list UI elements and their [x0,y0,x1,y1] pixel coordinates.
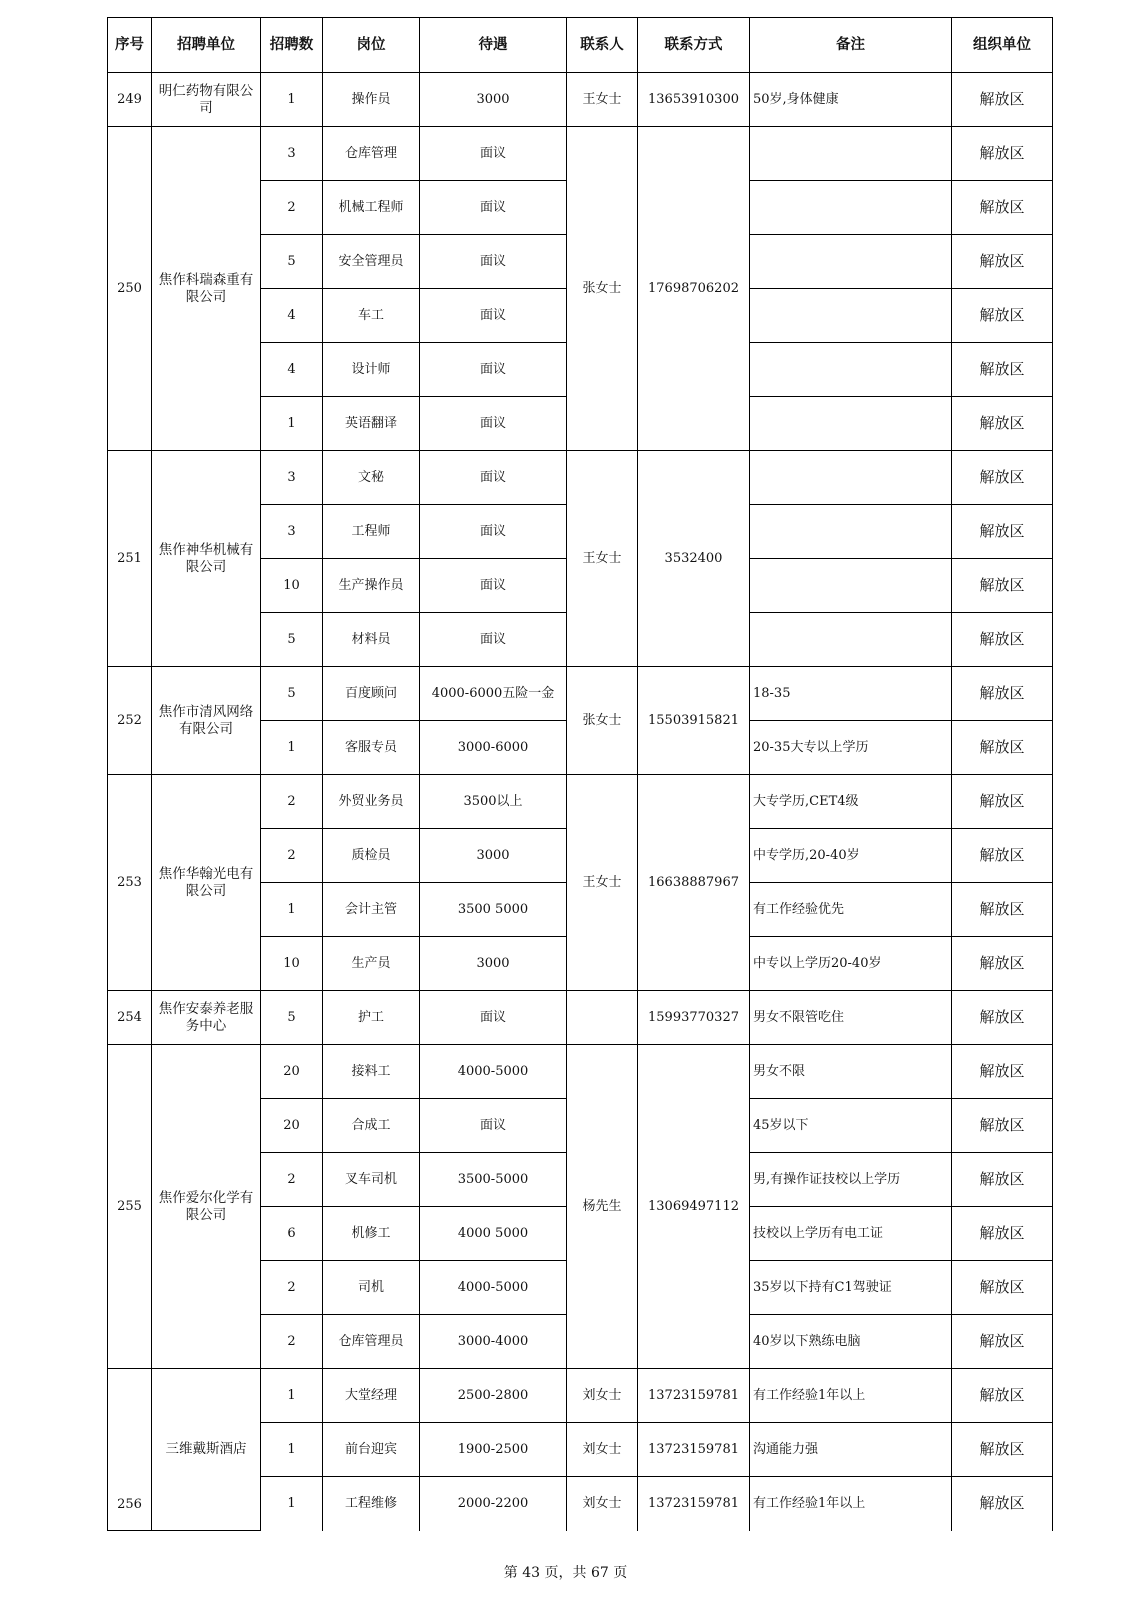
organizer: 解放区 [952,505,1053,559]
header-contact: 联系人 [567,18,638,73]
organizer: 解放区 [952,1045,1053,1099]
header-position: 岗位 [323,18,420,73]
job-position: 机修工 [323,1207,420,1261]
job-position: 生产操作员 [323,559,420,613]
job-note: 35岁以下持有C1驾驶证 [750,1261,952,1315]
entry-number: 254 [108,991,152,1045]
contact-phone: 13723159781 [638,1423,750,1477]
job-note: 男女不限 [750,1045,952,1099]
job-note: 18-35 [750,667,952,721]
job-position: 接料工 [323,1045,420,1099]
job-pay: 3000 [420,829,567,883]
entry-number: 253 [108,775,152,991]
job-note [750,505,952,559]
hire-count: 1 [261,73,323,127]
hire-count: 10 [261,559,323,613]
organizer: 解放区 [952,289,1053,343]
job-note: 男女不限管吃住 [750,991,952,1045]
hire-count: 2 [261,1315,323,1369]
hire-count: 5 [261,667,323,721]
table-row [108,73,1053,127]
job-note: 50岁,身体健康 [750,73,952,127]
contact-person: 刘女士 [567,1369,638,1423]
hire-count: 2 [261,1261,323,1315]
job-note: 有工作经验1年以上 [750,1477,952,1531]
header-row [108,18,1053,73]
hire-count: 10 [261,937,323,991]
job-pay: 3500 5000 [420,883,567,937]
contact-person: 张女士 [567,667,638,775]
job-position: 英语翻译 [323,397,420,451]
table-row [108,451,1053,505]
hire-count: 20 [261,1045,323,1099]
job-note [750,613,952,667]
contact-person: 刘女士 [567,1423,638,1477]
hire-count: 1 [261,883,323,937]
job-note [750,181,952,235]
organizer: 解放区 [952,1099,1053,1153]
entry-number: 251 [108,451,152,667]
job-position: 客服专员 [323,721,420,775]
job-pay: 面议 [420,397,567,451]
job-position: 仓库管理员 [323,1315,420,1369]
hire-count: 1 [261,721,323,775]
job-note [750,559,952,613]
job-note: 40岁以下熟练电脑 [750,1315,952,1369]
employer-name: 焦作安泰养老服务中心 [152,991,261,1045]
employer-name: 焦作市清风网络有限公司 [152,667,261,775]
hire-count: 2 [261,829,323,883]
job-pay: 3000 [420,937,567,991]
header-count: 招聘数 [261,18,323,73]
job-position: 工程维修 [323,1477,420,1531]
job-pay: 2000-2200 [420,1477,567,1531]
job-pay: 4000-5000 [420,1045,567,1099]
job-pay: 面议 [420,991,567,1045]
organizer: 解放区 [952,613,1053,667]
header-phone: 联系方式 [638,18,750,73]
job-note: 中专学历,20-40岁 [750,829,952,883]
job-pay: 3000-6000 [420,721,567,775]
job-pay: 4000-5000 [420,1261,567,1315]
employer-name: 明仁药物有限公司 [152,73,261,127]
job-pay: 3000 [420,73,567,127]
job-position: 叉车司机 [323,1153,420,1207]
organizer: 解放区 [952,721,1053,775]
organizer: 解放区 [952,829,1053,883]
job-position: 设计师 [323,343,420,397]
hire-count: 1 [261,397,323,451]
table-row [108,775,1053,829]
hire-count: 3 [261,127,323,181]
job-note [750,127,952,181]
entry-number: 249 [108,73,152,127]
contact-phone: 17698706202 [638,127,750,451]
job-position: 仓库管理 [323,127,420,181]
contact-person: 刘女士 [567,1477,638,1531]
job-note: 技校以上学历有电工证 [750,1207,952,1261]
job-pay: 3500-5000 [420,1153,567,1207]
contact-phone: 13653910300 [638,73,750,127]
job-pay: 面议 [420,343,567,397]
header-pay: 待遇 [420,18,567,73]
contact-phone: 16638887967 [638,775,750,991]
contact-person: 王女士 [567,451,638,667]
entry-number: 252 [108,667,152,775]
organizer: 解放区 [952,181,1053,235]
job-note [750,343,952,397]
hire-count: 4 [261,289,323,343]
employer-name: 焦作华翰光电有限公司 [152,775,261,991]
hire-count: 4 [261,343,323,397]
employer-name: 焦作爱尔化学有限公司 [152,1045,261,1369]
table-row [108,1045,1053,1099]
job-position: 车工 [323,289,420,343]
job-note: 大专学历,CET4级 [750,775,952,829]
job-position: 百度顾问 [323,667,420,721]
organizer: 解放区 [952,775,1053,829]
contact-phone: 13069497112 [638,1045,750,1369]
contact-phone: 13723159781 [638,1369,750,1423]
job-position: 质检员 [323,829,420,883]
organizer: 解放区 [952,1261,1053,1315]
job-pay: 3000-4000 [420,1315,567,1369]
organizer: 解放区 [952,1369,1053,1423]
job-position: 机械工程师 [323,181,420,235]
job-note: 有工作经验优先 [750,883,952,937]
job-position: 前台迎宾 [323,1423,420,1477]
hire-count: 6 [261,1207,323,1261]
organizer: 解放区 [952,667,1053,721]
job-note [750,397,952,451]
header-note: 备注 [750,18,952,73]
organizer: 解放区 [952,73,1053,127]
job-note: 中专以上学历20-40岁 [750,937,952,991]
organizer: 解放区 [952,1315,1053,1369]
organizer: 解放区 [952,127,1053,181]
recruitment-table [107,17,1053,1531]
hire-count: 3 [261,451,323,505]
hire-count: 2 [261,775,323,829]
job-note: 有工作经验1年以上 [750,1369,952,1423]
job-pay: 面议 [420,289,567,343]
hire-count: 5 [261,613,323,667]
organizer: 解放区 [952,343,1053,397]
table-row [108,1369,1053,1423]
hire-count: 2 [261,181,323,235]
job-note: 45岁以下 [750,1099,952,1153]
organizer: 解放区 [952,1153,1053,1207]
hire-count: 1 [261,1423,323,1477]
page-footer: 第 43 页，共 67 页 [503,1565,628,1581]
job-position: 合成工 [323,1099,420,1153]
entry-number: 256 [108,1369,152,1531]
job-note [750,289,952,343]
contact-person: 杨先生 [567,1045,638,1369]
hire-count: 2 [261,1153,323,1207]
hire-count: 5 [261,991,323,1045]
organizer: 解放区 [952,559,1053,613]
contact-phone: 15993770327 [638,991,750,1045]
job-position: 工程师 [323,505,420,559]
contact-phone: 13723159781 [638,1477,750,1531]
employer-name: 三维戴斯酒店 [152,1369,261,1531]
job-pay: 2500-2800 [420,1369,567,1423]
job-note: 沟通能力强 [750,1423,952,1477]
hire-count: 20 [261,1099,323,1153]
header-unit: 招聘单位 [152,18,261,73]
job-pay: 面议 [420,1099,567,1153]
organizer: 解放区 [952,235,1053,289]
organizer: 解放区 [952,451,1053,505]
job-position: 护工 [323,991,420,1045]
job-pay: 面议 [420,559,567,613]
table-row [108,991,1053,1045]
contact-person: 张女士 [567,127,638,451]
job-position: 司机 [323,1261,420,1315]
table-row [108,127,1053,181]
job-pay: 面议 [420,505,567,559]
job-position: 会计主管 [323,883,420,937]
job-position: 材料员 [323,613,420,667]
job-pay: 4000-6000五险一金 [420,667,567,721]
job-pay: 面议 [420,235,567,289]
contact-phone: 15503915821 [638,667,750,775]
job-position: 操作员 [323,73,420,127]
job-position: 外贸业务员 [323,775,420,829]
entry-number: 255 [108,1045,152,1369]
organizer: 解放区 [952,1207,1053,1261]
entry-number: 250 [108,127,152,451]
job-note: 20-35大专以上学历 [750,721,952,775]
job-pay: 面议 [420,127,567,181]
contact-person [567,991,638,1045]
contact-person: 王女士 [567,73,638,127]
organizer: 解放区 [952,1423,1053,1477]
job-pay: 1900-2500 [420,1423,567,1477]
job-note: 男,有操作证技校以上学历 [750,1153,952,1207]
hire-count: 1 [261,1477,323,1531]
hire-count: 3 [261,505,323,559]
organizer: 解放区 [952,937,1053,991]
header-org: 组织单位 [952,18,1053,73]
job-pay: 3500以上 [420,775,567,829]
header-no: 序号 [108,18,152,73]
table-row [108,667,1053,721]
organizer: 解放区 [952,397,1053,451]
organizer: 解放区 [952,991,1053,1045]
job-position: 文秘 [323,451,420,505]
contact-person: 王女士 [567,775,638,991]
organizer: 解放区 [952,883,1053,937]
job-pay: 4000 5000 [420,1207,567,1261]
employer-name: 焦作神华机械有限公司 [152,451,261,667]
employer-name: 焦作科瑞森重有限公司 [152,127,261,451]
job-note [750,451,952,505]
job-pay: 面议 [420,451,567,505]
job-note [750,235,952,289]
job-pay: 面议 [420,613,567,667]
job-pay: 面议 [420,181,567,235]
job-position: 安全管理员 [323,235,420,289]
job-position: 大堂经理 [323,1369,420,1423]
organizer: 解放区 [952,1477,1053,1531]
hire-count: 5 [261,235,323,289]
job-position: 生产员 [323,937,420,991]
hire-count: 1 [261,1369,323,1423]
contact-phone: 3532400 [638,451,750,667]
